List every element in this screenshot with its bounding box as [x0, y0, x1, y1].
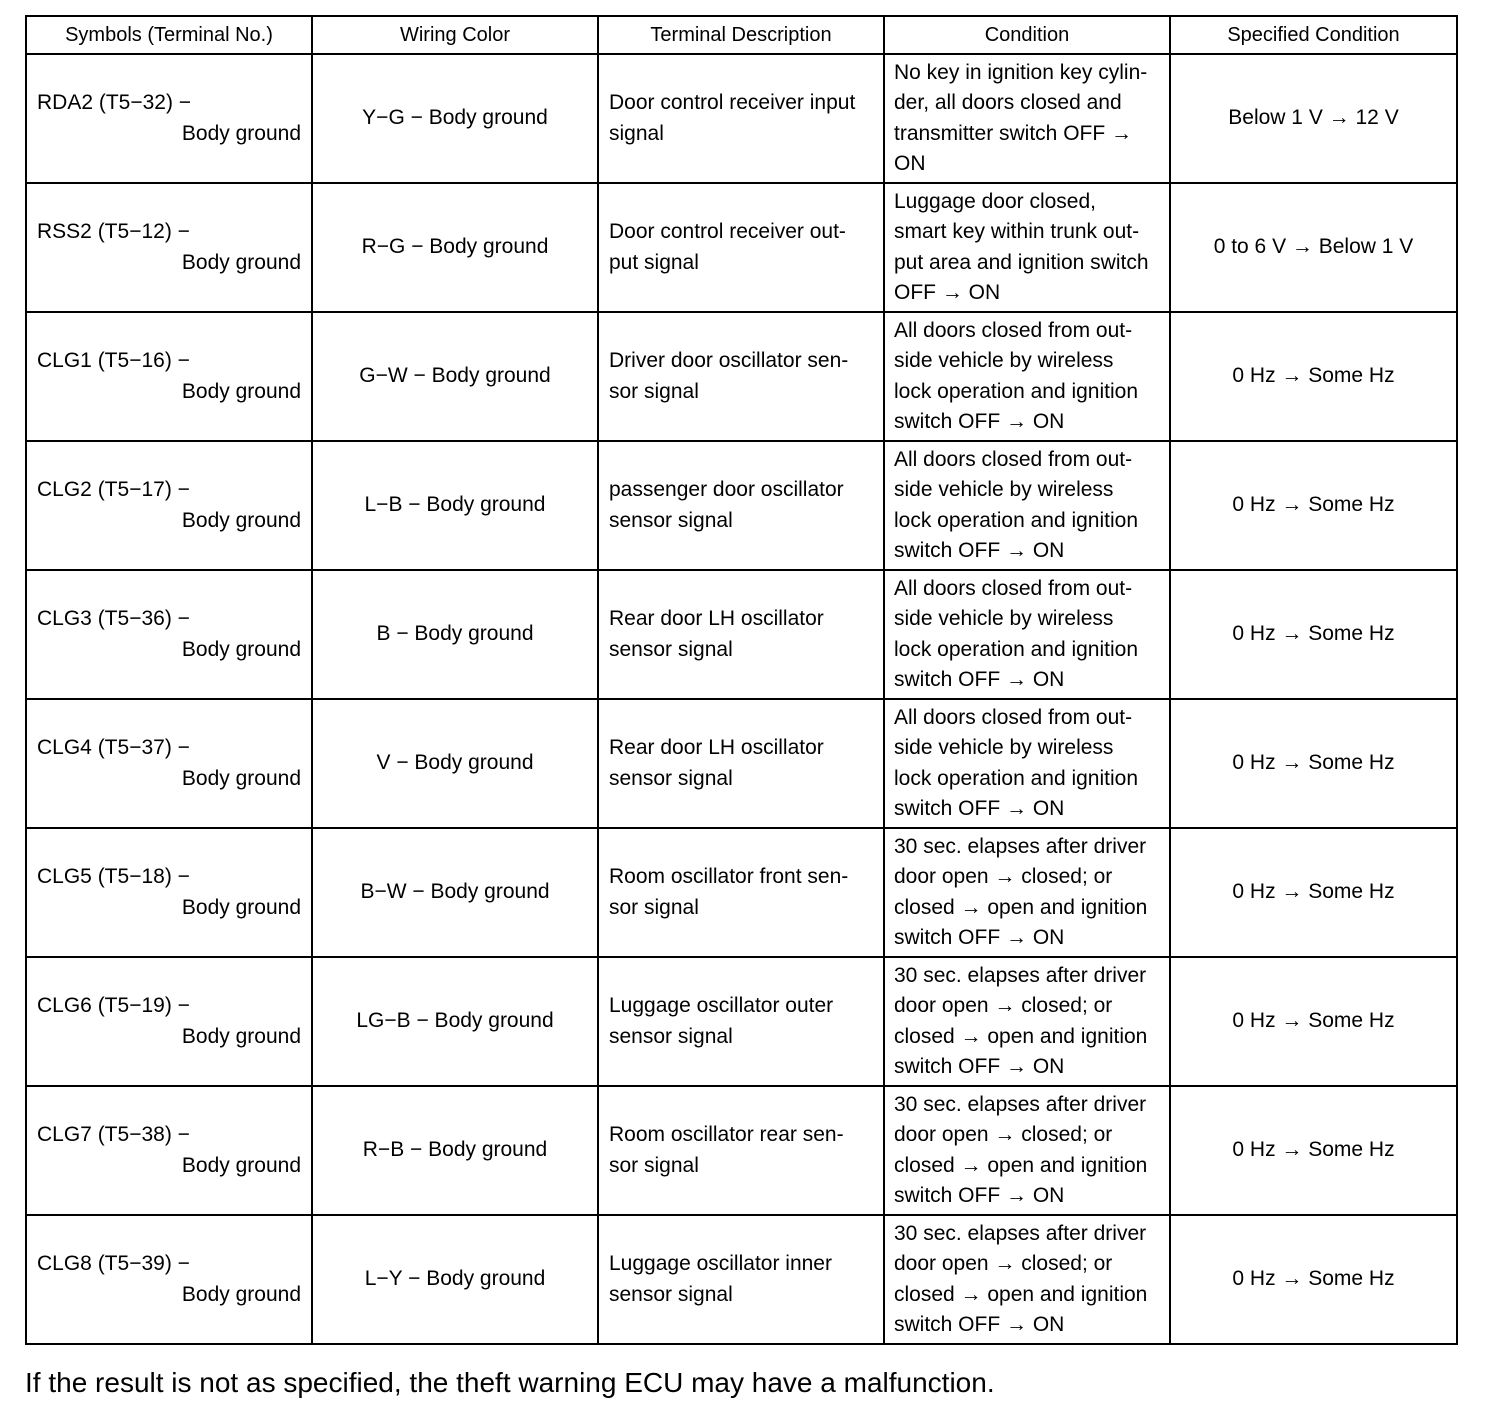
cell-specified-condition	[1170, 957, 1457, 1086]
cell-wiring-color	[312, 699, 598, 828]
cell-specified-condition	[1170, 1086, 1457, 1215]
cell-wiring-color-text: Y−G − Body ground	[362, 106, 548, 130]
table-row	[26, 441, 1457, 570]
table-row	[26, 54, 1457, 183]
cell-symbol	[26, 699, 312, 828]
cell-specified-condition-text: Below 1 V → 12 V	[1228, 106, 1399, 130]
cell-terminal-description-text: Rear door LH oscillator sensor signal	[609, 607, 824, 661]
cell-wiring-color-text: G−W − Body ground	[359, 364, 551, 388]
terminal-symbol: RSS2 (T5−12) −	[37, 220, 190, 244]
cell-specified-condition-text: 0 Hz → Some Hz	[1232, 1138, 1395, 1162]
cell-symbol	[26, 183, 312, 312]
cell-condition-text: All doors closed from out- side vehicle by wireless lock operation and ignition switch OFF → ON	[894, 447, 1139, 562]
table-row	[26, 570, 1457, 699]
cell-wiring-color-text: LG−B − Body ground	[356, 1009, 554, 1033]
cell-specified-condition-text: 0 Hz → Some Hz	[1232, 1267, 1395, 1291]
cell-condition	[884, 54, 1170, 183]
cell-wiring-color-text: B − Body ground	[376, 622, 534, 646]
terminal-ground: Body ground	[181, 895, 301, 919]
cell-condition	[884, 570, 1170, 699]
cell-terminal-description-text: Room oscillator rear sen- sor signal	[609, 1123, 844, 1177]
cell-condition-text: All doors closed from out- side vehicle by wireless lock operation and ignition switch OFF → ON	[894, 705, 1139, 820]
cell-terminal-description-text: Luggage oscillator outer sensor signal	[609, 994, 834, 1048]
cell-condition	[884, 441, 1170, 570]
cell-terminal-description-text: Luggage oscillator inner sensor signal	[609, 1252, 832, 1306]
cell-specified-condition-text: 0 Hz → Some Hz	[1232, 493, 1395, 517]
table-row	[26, 1215, 1457, 1344]
cell-specified-condition	[1170, 312, 1457, 441]
cell-condition-text: Luggage door closed, smart key within trunk out- put area and ignition switch OFF → ON	[894, 189, 1149, 304]
cell-terminal-description	[598, 1215, 884, 1344]
table-row	[26, 312, 1457, 441]
terminal-spec-table	[25, 15, 1458, 1345]
header-symbol: Symbols (Terminal No.)	[26, 16, 312, 54]
header-terminal-description: Terminal Description	[598, 16, 884, 54]
terminal-ground: Body ground	[181, 508, 301, 532]
cell-wiring-color-text: L−B − Body ground	[364, 493, 546, 517]
cell-condition	[884, 828, 1170, 957]
table-header	[26, 16, 1457, 54]
terminal-ground: Body ground	[181, 1153, 301, 1177]
cell-wiring-color	[312, 828, 598, 957]
cell-symbol	[26, 441, 312, 570]
cell-wiring-color-text: R−B − Body ground	[362, 1138, 548, 1162]
cell-terminal-description	[598, 183, 884, 312]
cell-condition-text: 30 sec. elapses after driver door open → closed; or closed → open and ignition switch OFF → ON	[894, 963, 1148, 1078]
terminal-ground: Body ground	[181, 250, 301, 274]
table-row	[26, 1086, 1457, 1215]
cell-condition	[884, 312, 1170, 441]
terminal-symbol: RDA2 (T5−32) −	[37, 91, 192, 115]
cell-wiring-color	[312, 312, 598, 441]
cell-condition	[884, 1086, 1170, 1215]
cell-specified-condition-text: 0 to 6 V → Below 1 V	[1213, 235, 1414, 259]
terminal-ground: Body ground	[181, 1282, 301, 1306]
table-body	[26, 54, 1457, 1344]
cell-wiring-color	[312, 570, 598, 699]
cell-wiring-color-text: V − Body ground	[376, 751, 534, 775]
cell-specified-condition	[1170, 1215, 1457, 1344]
cell-specified-condition	[1170, 183, 1457, 312]
cell-terminal-description-text: Driver door oscillator sen- sor signal	[609, 349, 849, 403]
cell-symbol	[26, 1215, 312, 1344]
terminal-symbol: CLG6 (T5−19) −	[37, 994, 190, 1018]
terminal-ground: Body ground	[181, 1024, 301, 1048]
terminal-ground: Body ground	[181, 379, 301, 403]
cell-terminal-description-text: Door control receiver out- put signal	[609, 220, 846, 274]
table-row	[26, 699, 1457, 828]
table-row	[26, 183, 1457, 312]
terminal-ground: Body ground	[181, 121, 301, 145]
terminal-ground: Body ground	[181, 637, 301, 661]
cell-condition-text: All doors closed from out- side vehicle by wireless lock operation and ignition switch OFF → ON	[894, 576, 1139, 691]
cell-specified-condition-text: 0 Hz → Some Hz	[1232, 622, 1395, 646]
cell-wiring-color-text: R−G − Body ground	[361, 235, 549, 259]
cell-symbol	[26, 1086, 312, 1215]
cell-wiring-color	[312, 1215, 598, 1344]
cell-specified-condition	[1170, 570, 1457, 699]
cell-wiring-color	[312, 441, 598, 570]
cell-symbol	[26, 570, 312, 699]
cell-specified-condition-text: 0 Hz → Some Hz	[1232, 364, 1395, 388]
cell-terminal-description	[598, 54, 884, 183]
terminal-symbol: CLG3 (T5−36) −	[37, 607, 190, 631]
cell-specified-condition	[1170, 828, 1457, 957]
cell-terminal-description	[598, 828, 884, 957]
cell-wiring-color	[312, 54, 598, 183]
cell-symbol	[26, 312, 312, 441]
table-row	[26, 828, 1457, 957]
cell-condition-text: All doors closed from out- side vehicle by wireless lock operation and ignition switch OFF → ON	[894, 318, 1139, 433]
cell-condition	[884, 1215, 1170, 1344]
header-specified-condition: Specified Condition	[1170, 16, 1457, 54]
cell-specified-condition-text: 0 Hz → Some Hz	[1232, 751, 1395, 775]
cell-wiring-color	[312, 1086, 598, 1215]
terminal-symbol: CLG5 (T5−18) −	[37, 865, 190, 889]
table-row	[26, 957, 1457, 1086]
cell-terminal-description	[598, 570, 884, 699]
cell-terminal-description	[598, 312, 884, 441]
terminal-symbol: CLG8 (T5−39) −	[37, 1252, 190, 1276]
cell-condition	[884, 183, 1170, 312]
cell-terminal-description	[598, 1086, 884, 1215]
cell-specified-condition-text: 0 Hz → Some Hz	[1232, 1009, 1395, 1033]
terminal-ground: Body ground	[181, 766, 301, 790]
cell-symbol	[26, 828, 312, 957]
cell-condition-text: No key in ignition key cylin- der, all doors closed and transmitter switch OFF → ON	[894, 60, 1148, 175]
terminal-symbol: CLG2 (T5−17) −	[37, 478, 190, 502]
cell-wiring-color-text: B−W − Body ground	[360, 880, 550, 904]
cell-symbol	[26, 54, 312, 183]
cell-wiring-color-text: L−Y − Body ground	[364, 1267, 546, 1291]
cell-terminal-description	[598, 699, 884, 828]
cell-wiring-color	[312, 183, 598, 312]
terminal-symbol: CLG1 (T5−16) −	[37, 349, 190, 373]
header-wiring-color: Wiring Color	[312, 16, 598, 54]
cell-specified-condition	[1170, 441, 1457, 570]
cell-terminal-description-text: Door control receiver input signal	[609, 91, 856, 145]
cell-specified-condition	[1170, 54, 1457, 183]
terminal-symbol: CLG4 (T5−37) −	[37, 736, 190, 760]
cell-terminal-description	[598, 441, 884, 570]
header-condition: Condition	[884, 16, 1170, 54]
cell-condition-text: 30 sec. elapses after driver door open → closed; or closed → open and ignition switch OFF → ON	[894, 1092, 1148, 1207]
cell-condition	[884, 699, 1170, 828]
cell-condition-text: 30 sec. elapses after driver door open → closed; or closed → open and ignition switch OFF → ON	[894, 1221, 1148, 1336]
cell-condition-text: 30 sec. elapses after driver door open → closed; or closed → open and ignition switch OFF → ON	[894, 834, 1148, 949]
cell-terminal-description	[598, 957, 884, 1086]
cell-specified-condition-text: 0 Hz → Some Hz	[1232, 880, 1395, 904]
footnote: If the result is not as specified, the theft warning ECU may have a malfunction.	[25, 1367, 995, 1398]
terminal-symbol: CLG7 (T5−38) −	[37, 1123, 190, 1147]
cell-condition	[884, 957, 1170, 1086]
cell-specified-condition	[1170, 699, 1457, 828]
cell-terminal-description-text: passenger door oscillator sensor signal	[609, 478, 844, 532]
cell-symbol	[26, 957, 312, 1086]
cell-wiring-color	[312, 957, 598, 1086]
cell-terminal-description-text: Rear door LH oscillator sensor signal	[609, 736, 824, 790]
cell-terminal-description-text: Room oscillator front sen- sor signal	[609, 865, 849, 919]
header-row	[26, 16, 1457, 54]
